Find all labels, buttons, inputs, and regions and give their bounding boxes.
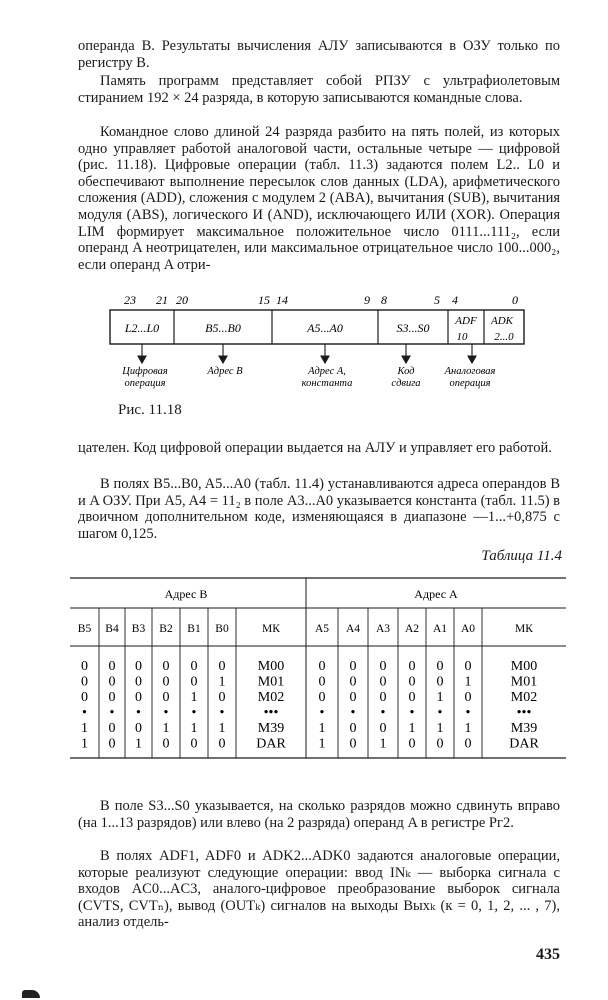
table-cell: 0 bbox=[379, 721, 387, 736]
table-cell: • bbox=[219, 705, 225, 721]
table-header-cell: A4 bbox=[345, 623, 361, 635]
table-header-cell: A1 bbox=[432, 623, 448, 635]
paragraph-4: цателен. Код цифровой операции выдается на АЛУ и управляет его работой. bbox=[78, 440, 552, 456]
table-cell: DAR bbox=[509, 736, 539, 752]
table-cell: M01 bbox=[510, 674, 538, 690]
field-adk-bits: 2...0 bbox=[494, 331, 514, 343]
table-cell: 1 bbox=[318, 721, 326, 736]
table-cell: 1 bbox=[81, 721, 88, 736]
field-adf: ADF bbox=[455, 315, 477, 327]
table-cell: 0 bbox=[190, 674, 198, 690]
bit-label-9: 9 bbox=[364, 293, 370, 307]
desc-digital-op: Цифровая bbox=[122, 366, 168, 377]
table-cell: 0 bbox=[218, 690, 226, 705]
table-cell: • bbox=[82, 705, 87, 721]
table-cell: 0 bbox=[436, 736, 444, 752]
table-header-cell: B3 bbox=[131, 623, 146, 635]
desc-address-a: Адрес A, bbox=[308, 366, 346, 377]
table-cell: 0 bbox=[162, 659, 170, 674]
table-cell: • bbox=[465, 705, 471, 721]
field-b: B5...B0 bbox=[205, 321, 241, 335]
table-header-cell: B4 bbox=[105, 623, 119, 635]
table-cell: M39 bbox=[510, 721, 538, 736]
table-cell: 0 bbox=[349, 659, 357, 674]
table-cell: 0 bbox=[190, 736, 198, 752]
table-cell: 1 bbox=[81, 736, 88, 752]
table-cell: 0 bbox=[464, 690, 472, 705]
desc-address-b: Адрес B bbox=[207, 366, 243, 377]
table-cell: • bbox=[437, 705, 443, 721]
table-header-cell: B5 bbox=[77, 623, 92, 635]
table-cell: 0 bbox=[135, 690, 142, 705]
table-header-cell: A3 bbox=[375, 623, 391, 635]
table-cell: • bbox=[319, 705, 325, 721]
table-11-4 bbox=[0, 570, 608, 770]
table-cell: 0 bbox=[349, 736, 357, 752]
bit-label-15: 15 bbox=[258, 293, 270, 307]
table-cell: 0 bbox=[436, 659, 444, 674]
paragraph-7: В полях ADF1, ADF0 и ADK2...ADK0 задаются аналоговые операции, которые реализуют следующие операции: ввод INₖ — выборка сигнала с входов AC0...AC3, аналого-цифровое преобразование выборок сигнала (CVTS, CVTₙ), вывод (OUTₖ) сигналов на выходы Выхₖ (к = 0, 1, 2, ... , 7), анализ отдель- bbox=[78, 848, 560, 931]
table-cell: ••• bbox=[516, 705, 532, 721]
bit-label-23: 23 bbox=[124, 293, 136, 307]
table-cell: 0 bbox=[318, 659, 326, 674]
table-cell: 1 bbox=[408, 721, 416, 736]
table-cell: 0 bbox=[135, 721, 142, 736]
field-adf-bits: 10 bbox=[456, 331, 468, 343]
figure-11-18 bbox=[0, 290, 608, 430]
bit-label-0: 0 bbox=[512, 293, 518, 307]
table-cell: 1 bbox=[135, 736, 142, 752]
table-header-cell: B1 bbox=[187, 623, 201, 635]
table-cell: 0 bbox=[162, 674, 170, 690]
table-cell: 0 bbox=[408, 690, 416, 705]
bit-label-20: 20 bbox=[176, 293, 188, 307]
table-cell: 0 bbox=[81, 690, 88, 705]
paragraph-6: В поле S3...S0 указывается, на сколько разрядов можно сдвинуть вправо (на 1...13 разрядов) или влево (на 2 разряда) операнд A в регистре Рг2. bbox=[78, 798, 560, 831]
table-cell: 1 bbox=[218, 721, 226, 736]
table-cell: M00 bbox=[510, 659, 538, 674]
table-cell: 0 bbox=[135, 659, 142, 674]
table-cell: 1 bbox=[190, 721, 198, 736]
table-cell: 0 bbox=[349, 674, 357, 690]
table-cell: 1 bbox=[436, 690, 444, 705]
table-cell: 0 bbox=[162, 736, 170, 752]
table-cell: 1 bbox=[162, 721, 170, 736]
table-cell: 0 bbox=[318, 674, 326, 690]
desc-analog-op: Аналоговая bbox=[444, 366, 496, 377]
table-cell: 0 bbox=[318, 690, 326, 705]
table-cell: 0 bbox=[408, 736, 416, 752]
table-cell: 0 bbox=[135, 674, 142, 690]
desc-digital-op-2: операция bbox=[124, 378, 166, 389]
table-header-cell: A0 bbox=[460, 623, 476, 635]
desc-analog-op-2: операция bbox=[449, 378, 491, 389]
table-cell: 0 bbox=[349, 721, 357, 736]
page-number: 435 bbox=[536, 946, 560, 963]
paragraph-1: операнда B. Результаты вычисления АЛУ записываются в ОЗУ только по регистру B. bbox=[78, 38, 560, 71]
table-cell: 1 bbox=[436, 721, 444, 736]
table-cell: M01 bbox=[257, 674, 285, 690]
table-cell: 1 bbox=[318, 736, 326, 752]
table-header-cell: A5 bbox=[314, 623, 330, 635]
table-cell: 0 bbox=[379, 690, 387, 705]
table-cell: • bbox=[136, 705, 141, 721]
table-cell: • bbox=[350, 705, 356, 721]
table-cell: ••• bbox=[263, 705, 279, 721]
field-a: A5...A0 bbox=[307, 321, 343, 335]
group-address-a: Адрес A bbox=[414, 587, 458, 601]
table-cell: • bbox=[409, 705, 415, 721]
group-address-b: Адрес B bbox=[164, 587, 208, 601]
field-adk: ADK bbox=[491, 315, 513, 327]
table-cell: DAR bbox=[256, 736, 286, 752]
table-cell: • bbox=[191, 705, 197, 721]
table-cell: 0 bbox=[108, 690, 116, 705]
desc-address-a-2: константа bbox=[301, 378, 353, 389]
table-cell: 0 bbox=[218, 736, 226, 752]
table-cell: 0 bbox=[218, 659, 226, 674]
table-cell: 1 bbox=[464, 674, 472, 690]
table-cell: 0 bbox=[379, 674, 387, 690]
table-title: Таблица 11.4 bbox=[481, 548, 562, 564]
table-cell: 0 bbox=[108, 659, 116, 674]
bit-label-8: 8 bbox=[381, 293, 387, 307]
table-cell: 0 bbox=[108, 674, 116, 690]
field-s: S3...S0 bbox=[396, 321, 430, 335]
paragraph-2: Память программ представляет собой РПЗУ с ультрафиолетовым стиранием 192 × 24 разряда, в которую записываются командные слова. bbox=[78, 73, 560, 106]
table-cell: • bbox=[380, 705, 386, 721]
table-cell: 0 bbox=[349, 690, 357, 705]
table-cell: M02 bbox=[257, 690, 285, 705]
table-cell: M02 bbox=[510, 690, 538, 705]
desc-shift-code: Код bbox=[397, 366, 415, 377]
table-cell: 0 bbox=[108, 736, 116, 752]
table-cell: • bbox=[109, 705, 115, 721]
bit-label-14: 14 bbox=[276, 293, 288, 307]
table-cell: 1 bbox=[379, 736, 387, 752]
table-header-cell: B2 bbox=[159, 623, 173, 635]
table-cell: 0 bbox=[81, 659, 88, 674]
table-cell: 0 bbox=[108, 721, 116, 736]
table-header-cell: МК bbox=[515, 623, 533, 635]
figure-caption: Рис. 11.18 bbox=[118, 402, 182, 418]
table-cell: 0 bbox=[162, 690, 170, 705]
table-cell: 0 bbox=[190, 659, 198, 674]
table-cell: M39 bbox=[257, 721, 285, 736]
table-cell: M00 bbox=[257, 659, 285, 674]
table-cell: 0 bbox=[436, 674, 444, 690]
table-cell: 0 bbox=[408, 659, 416, 674]
bit-label-5: 5 bbox=[434, 293, 440, 307]
bit-label-21: 21 bbox=[156, 293, 168, 307]
table-cell: 1 bbox=[218, 674, 226, 690]
paragraph-3: Командное слово длиной 24 разряда разбито на пять полей, из которых одно управляет работой аналоговой части, остальные четыре — цифровой (рис. 11.18). Цифровые операции (табл. 11.3) задаются полем L2.. L0 и обеспечивают выполнение пересылок слов данных (LDA), арифметического сложения (ADD), сложения с модулем 2 (ABA), вычитания (SUB), вычитания модуля (ABS), логического И (AND), исключающего ИЛИ (XOR). Операция LIM формирует максимальное положительное число 0111...111₂, если операнд A неотрицателен, или максимальное отрицательное число 100...000₂, если операнд A отри- bbox=[78, 124, 560, 273]
table-cell: 0 bbox=[81, 674, 88, 690]
desc-shift-code-2: сдвига bbox=[391, 378, 421, 389]
paragraph-5: В полях B5...B0, A5...A0 (табл. 11.4) устанавливаются адреса операндов B и A ОЗУ. При A5, A4 = 11₂ в поле A3...A0 указывается константа (табл. 11.5) в двоичном дополнительном коде, изменяющаяся в диапазоне —1...+0,875 с шагом 0,125. bbox=[78, 476, 561, 542]
corner-mark bbox=[22, 990, 40, 998]
table-cell: • bbox=[163, 705, 169, 721]
table-cell: 0 bbox=[379, 659, 387, 674]
table-header-cell: МК bbox=[262, 623, 280, 635]
table-cell: 1 bbox=[464, 721, 472, 736]
table-header-cell: B0 bbox=[215, 623, 229, 635]
table-header-cell: A2 bbox=[404, 623, 420, 635]
table-cell: 0 bbox=[464, 659, 472, 674]
table-cell: 1 bbox=[190, 690, 198, 705]
table-cell: 0 bbox=[408, 674, 416, 690]
table-cell: 0 bbox=[464, 736, 472, 752]
bit-label-4: 4 bbox=[452, 293, 458, 307]
field-l: L2...L0 bbox=[124, 321, 160, 335]
